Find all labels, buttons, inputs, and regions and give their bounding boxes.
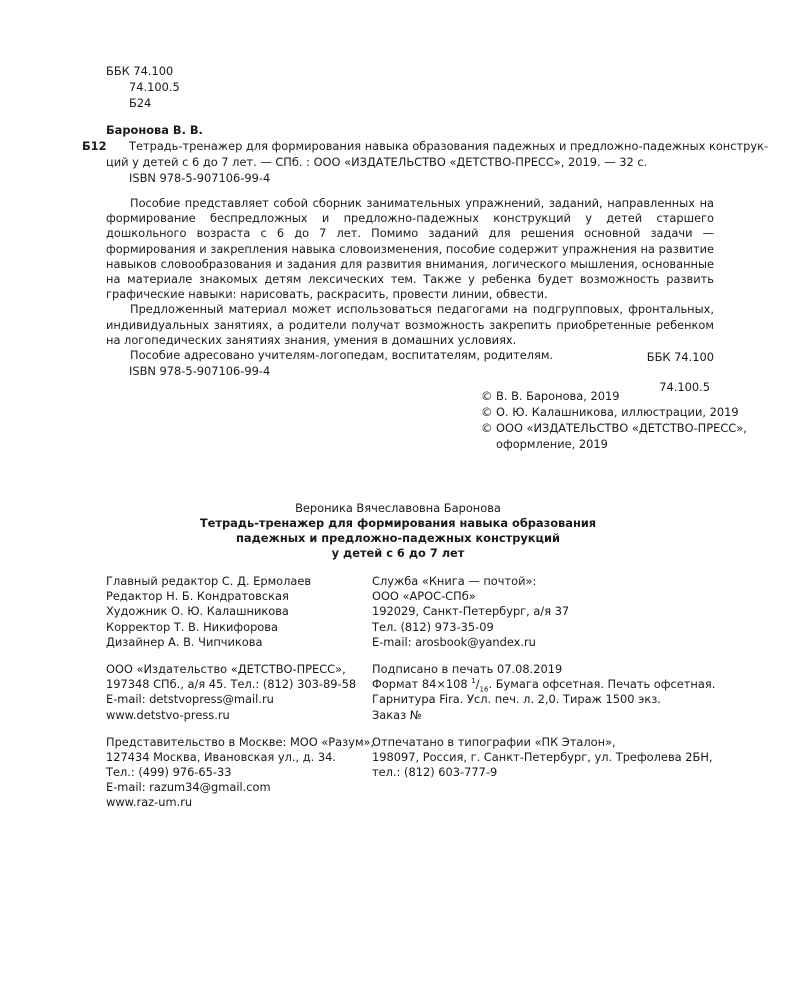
moscow-office: Представительство в Москве: МОО «Разум», xyxy=(106,734,375,749)
format-suffix: . Бумага офсетная. Печать офсетная. xyxy=(488,677,716,692)
print-signed: Подписано в печать 07.08.2019 xyxy=(372,661,563,676)
mail-order-company: ООО «АРОС-СПб» xyxy=(372,589,476,604)
colophon-title-2: падежных и предложно-падежных конструкций xyxy=(236,531,560,545)
artist: Художник О. Ю. Калашникова xyxy=(106,604,289,619)
printing-house: Отпечатано в типографии «ПК Эталон», xyxy=(372,734,616,749)
typeface-line: Гарнитура Fira. Усл. печ. л. 2,0. Тираж 1500 экз. xyxy=(372,692,661,707)
bbk-code: ББК 74.100 xyxy=(106,64,174,78)
moscow-website: www.raz-um.ru xyxy=(106,795,193,810)
colophon-author: Вероника Вячеславовна Баронова xyxy=(295,501,501,515)
mail-order-address: 192029, Санкт-Петербург, а/я 37 xyxy=(372,604,570,619)
chief-editor: Главный редактор С. Д. Ермолаев xyxy=(106,574,312,588)
bbk-subcode: 74.100.5 xyxy=(129,80,180,94)
abstract-paragraph-3: Пособие адресовано учителям-логопедам, воспитателям, родителям. xyxy=(130,348,554,363)
moscow-email: E-mail: razum34@gmail.com xyxy=(106,780,271,795)
isbn-bottom: ISBN 978-5-907106-99-4 xyxy=(129,364,271,378)
mail-order-service: Служба «Книга — почтой»: xyxy=(372,574,537,588)
classification-code: Б12 xyxy=(82,139,107,153)
bbk-right: ББК 74.100 xyxy=(646,350,714,364)
proofreader: Корректор Т. В. Никифорова xyxy=(106,619,278,634)
title-line-2: ций у детей с 6 до 7 лет. — СПб. : ООО «ИЗДАТЕЛЬСТВО «ДЕТСТВО-ПРЕСС», 2019. — 32 с. xyxy=(106,155,648,169)
copyright-author: © В. В. Баронова, 2019 xyxy=(481,389,620,403)
mail-order-email: E-mail: arosbook@yandex.ru xyxy=(372,634,536,649)
publisher-address: 197348 СПб., а/я 45. Тел.: (812) 303-89-58 xyxy=(106,677,357,692)
designer: Дизайнер А. В. Чипчикова xyxy=(106,634,263,649)
format-denominator: 16 xyxy=(479,685,489,694)
printing-phone: тел.: (812) 603-777-9 xyxy=(372,765,498,780)
isbn: ISBN 978-5-907106-99-4 xyxy=(129,171,271,185)
moscow-address: 127434 Москва, Ивановская ул., д. 34. xyxy=(106,749,337,764)
imprint-right-column xyxy=(372,574,715,780)
abstract xyxy=(106,196,714,363)
publisher-name: ООО «Издательство «ДЕТСТВО-ПРЕСС», xyxy=(106,661,346,676)
copyright-illustrations: © О. Ю. Калашникова, иллюстрации, 2019 xyxy=(481,405,739,419)
title-line-1: Тетрадь-тренажер для формирования навыка образования падежных и предложно-падежных конструк- xyxy=(129,139,769,153)
mail-order-phone: Тел. (812) 973-35-09 xyxy=(372,619,494,634)
moscow-phone: Тел.: (499) 976-65-33 xyxy=(106,765,232,780)
author-heading: Баронова В. В. xyxy=(106,123,203,137)
author-mark: Б24 xyxy=(129,96,152,110)
colophon-title-1: Тетрадь-тренажер для формирования навыка образования xyxy=(199,516,597,530)
abstract-paragraph-2: Предложенный материал может использоваться педагогами на подгрупповых, фронтальных, индивидуальных занятиях, а родители получат возможность закрепить приобретенные ребенком на логопедических занятиях знания, умения в домашних условиях. xyxy=(106,302,714,347)
colophon-title-3: у детей с 6 до 7 лет xyxy=(331,546,465,560)
publisher-website: www.detstvo-press.ru xyxy=(106,707,230,722)
printing-address: 198097, Россия, г. Санкт-Петербург, ул. Трефолева 2БН, xyxy=(372,749,713,764)
format-prefix: Формат 84×108 xyxy=(372,677,472,692)
abstract-paragraph-1: Пособие представляет собой сборник занимательных упражнений, заданий, направленных на формирование беспредложных и предложно-падежных конструкций у детей старшего дошкольного возраста с 6 до 7 лет. Помимо заданий для решения основной задачи — формирования и закрепления навыка словоизменения, пособие содержит упражнения на развитие навыков словообразования и задания для развития внимания, логического мышления, основанные на материале знакомых детям лексических тем. Также у ребенка будет возможность развить графические навыки: нарисовать, раскрасить, провести линии, обвести. xyxy=(106,196,714,302)
copyright-design: оформление, 2019 xyxy=(496,437,608,451)
copyright-publisher: © ООО «ИЗДАТЕЛЬСТВО «ДЕТСТВО-ПРЕСС», xyxy=(481,421,747,435)
format-numerator: 1 xyxy=(471,677,476,686)
order-number: Заказ № xyxy=(372,707,422,722)
format-line: Формат 84×108 $^1/_{16}$. Бумага офсетная. Печать офсетная. xyxy=(372,677,716,694)
editor: Редактор Н. Б. Кондратовская xyxy=(106,589,289,604)
publisher-email: E-mail: detstvopress@mail.ru xyxy=(106,692,274,707)
bbk-right-subcode: 74.100.5 xyxy=(659,380,710,394)
imprint-left-column xyxy=(106,574,374,811)
